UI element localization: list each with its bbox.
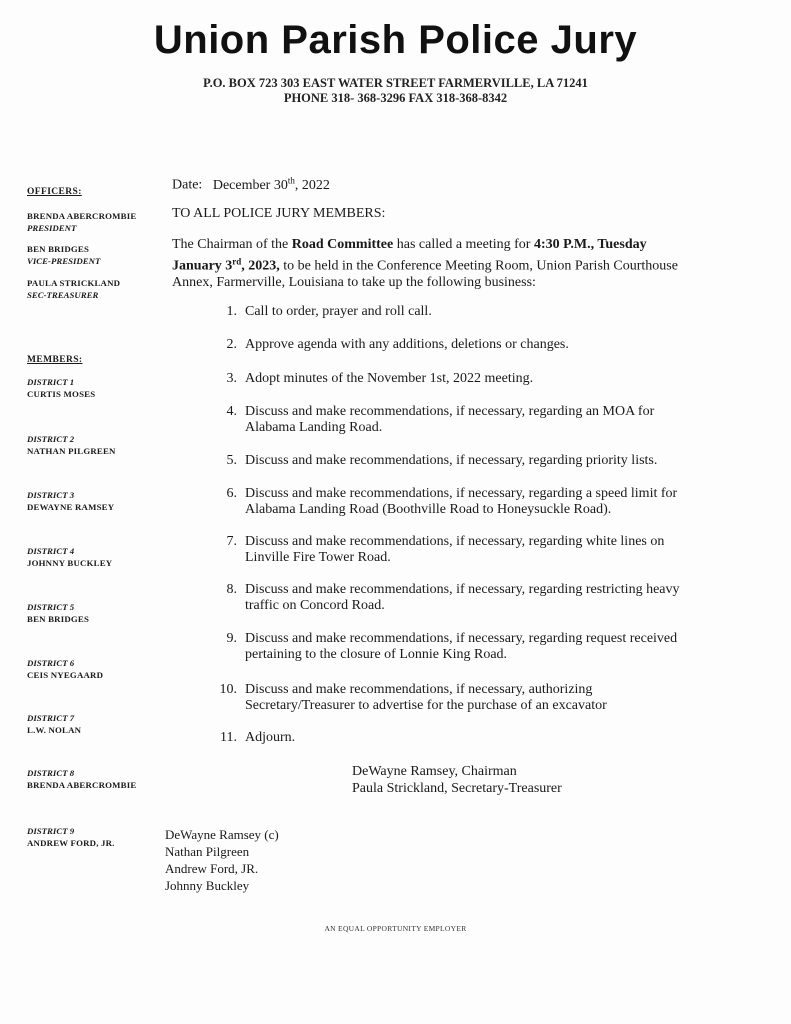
member-entry	[27, 826, 115, 849]
date-line	[172, 172, 330, 194]
officer-entry	[27, 211, 136, 234]
member-name: NATHAN PILGREEN	[27, 445, 116, 456]
address-line: P.O. BOX 723 303 EAST WATER STREET FARMERVILLE, LA 71241	[203, 76, 588, 90]
agenda-item: 6. Discuss and make recommendations, if necessary, regarding a speed limit for Alabama Landing Road (Boothville Road to Honeysuckle Road).	[226, 486, 678, 517]
officer-entry	[27, 244, 100, 267]
member-name: CURTIS MOSES	[27, 388, 96, 399]
date-label: Date:	[172, 177, 203, 193]
member-entry	[27, 658, 103, 681]
member-name: BRENDA ABERCROMBIE	[27, 779, 137, 790]
agenda-item: 3. Adopt minutes of the November 1st, 2022 meeting.	[226, 371, 534, 386]
page-title: Union Parish Police Jury	[153, 18, 638, 62]
committee-list	[165, 826, 279, 894]
agenda-item: 5. Discuss and make recommendations, if necessary, regarding priority lists.	[226, 453, 658, 468]
salutation: TO ALL POLICE JURY MEMBERS:	[172, 206, 386, 221]
member-entry	[27, 768, 136, 791]
member-district: DISTRICT 6	[27, 658, 75, 668]
member-entry	[27, 434, 116, 457]
member-district: DISTRICT 5	[27, 602, 75, 612]
member-name: DEWAYNE RAMSEY	[27, 501, 115, 512]
officer-name: BEN BRIDGES	[27, 244, 90, 254]
member-entry	[27, 546, 112, 569]
member-district: DISTRICT 7	[27, 713, 75, 723]
committee-member: Andrew Ford, JR.	[165, 861, 259, 876]
member-name: JOHNNY BUCKLEY	[27, 557, 113, 568]
officer-name: BRENDA ABERCROMBIE	[27, 211, 137, 221]
member-name: BEN BRIDGES	[27, 613, 90, 624]
officer-name: PAULA STRICKLAND	[27, 278, 121, 288]
officer-role: VICE-PRESIDENT	[27, 255, 101, 266]
member-entry	[27, 713, 81, 736]
member-district: DISTRICT 2	[27, 434, 75, 444]
officers-heading: OFFICERS:	[27, 187, 82, 197]
officer-entry	[27, 278, 120, 301]
signature-secretary: Paula Strickland, Secretary-Treasurer	[352, 781, 562, 796]
agenda-item: 8. Discuss and make recommendations, if necessary, regarding restricting heavy traffic on Concord Road.	[226, 582, 680, 613]
member-entry	[27, 602, 89, 625]
agenda-item: 11. Adjourn.	[220, 730, 296, 745]
footer-note: AN EQUAL OPPORTUNITY EMPLOYER	[324, 924, 467, 933]
member-entry	[27, 377, 95, 400]
officer-role: SEC-TREASURER	[27, 289, 99, 300]
member-district: DISTRICT 9	[27, 826, 75, 836]
signature-chairman: DeWayne Ramsey, Chairman	[352, 764, 517, 779]
member-name: CEIS NYEGAARD	[27, 669, 104, 680]
agenda-item: 2. Approve agenda with any additions, deletions or changes.	[226, 337, 569, 352]
member-district: DISTRICT 3	[27, 490, 75, 500]
members-heading: MEMBERS:	[27, 355, 83, 365]
committee-member: Johnny Buckley	[165, 878, 250, 893]
member-district: DISTRICT 1	[27, 377, 75, 387]
phone-fax-line: PHONE 318- 368-3296 FAX 318-368-8342	[283, 91, 508, 105]
officer-role: PRESIDENT	[27, 222, 77, 233]
agenda-item: 4. Discuss and make recommendations, if necessary, regarding an MOA for Alabama Landing Road.	[226, 404, 655, 435]
committee-member: DeWayne Ramsey (c)	[165, 827, 279, 842]
intro-paragraph: The Chairman of the Road Committee has called a meeting for 4:30 P.M., Tuesday January 3rd, 2023, to be held in the Conference Meeting Room, Union Parish Courthouse Annex, Farmerville, Louisiana to take up the following business:	[172, 237, 678, 290]
member-district: DISTRICT 4	[27, 546, 75, 556]
committee-member: Nathan Pilgreen	[165, 844, 250, 859]
member-name: ANDREW FORD, JR.	[27, 837, 115, 848]
agenda-item: 7. Discuss and make recommendations, if necessary, regarding white lines on Linville Fire Tower Road.	[226, 534, 665, 565]
member-district: DISTRICT 8	[27, 768, 75, 778]
member-name: L.W. NOLAN	[27, 724, 82, 735]
agenda-item: 1. Call to order, prayer and roll call.	[226, 304, 432, 319]
date-value: December 30th, 2022	[212, 175, 330, 193]
member-entry	[27, 490, 114, 513]
agenda-item: 9. Discuss and make recommendations, if necessary, regarding request received pertaining to the closure of Lonnie King Road.	[226, 631, 678, 662]
agenda-item: 10. Discuss and make recommendations, if necessary, authorizing Secretary/Treasurer to advertise for the purchase of an excavator	[219, 682, 607, 713]
